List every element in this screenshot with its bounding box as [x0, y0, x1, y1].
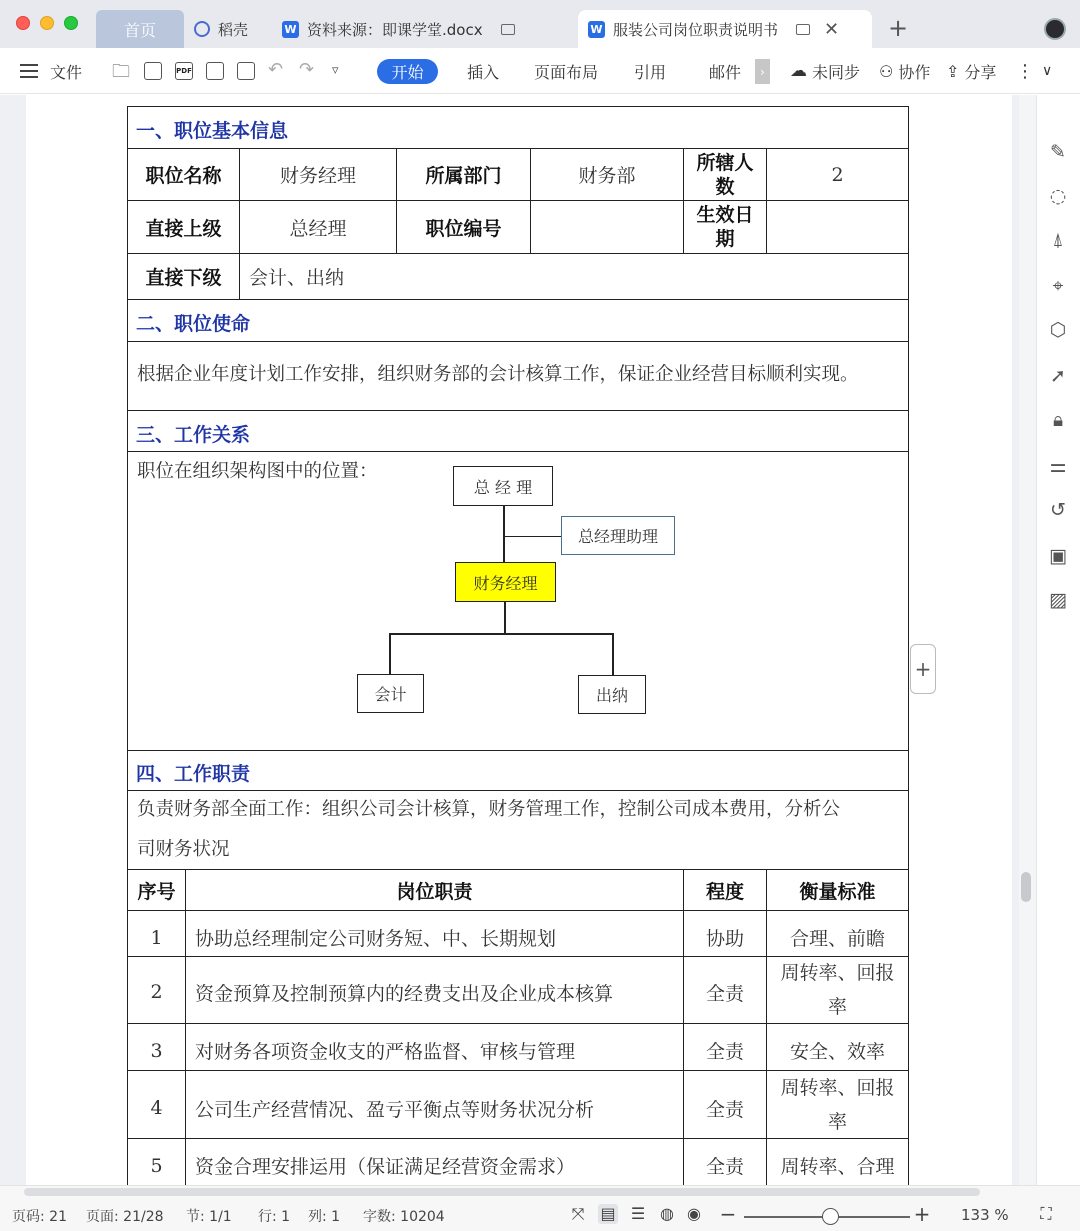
- close-window-button[interactable]: [16, 16, 30, 30]
- file-menu-label: 文件: [50, 62, 83, 82]
- section-title-mission: 二、职位使命: [136, 313, 251, 335]
- status-section[interactable]: 节: 1/1: [186, 1209, 232, 1225]
- share-icon: ⇪: [946, 61, 960, 81]
- collaborate-label: 协作: [898, 62, 931, 82]
- collaborate-button[interactable]: [879, 48, 930, 94]
- new-tab-button[interactable]: +: [888, 14, 909, 42]
- history-icon[interactable]: ↺: [1050, 499, 1066, 521]
- maximize-window-button[interactable]: [64, 16, 78, 30]
- share-button[interactable]: [946, 48, 996, 94]
- web-view-icon[interactable]: ◍: [660, 1204, 674, 1223]
- tab-docer-label: 稻壳: [218, 20, 249, 39]
- org-connector: [504, 601, 506, 633]
- row-standard-line1: 周转率、回报: [780, 962, 895, 984]
- row-no: 2: [150, 981, 163, 1003]
- fit-window-icon[interactable]: ⛶: [1040, 1204, 1052, 1223]
- org-node-finance-manager: 财务经理: [455, 562, 556, 602]
- table-rule: [127, 410, 909, 411]
- row-no: 5: [150, 1154, 163, 1177]
- tab-document-source-label: 资料来源：即课学堂.docx: [307, 20, 483, 39]
- image-icon[interactable]: ▨: [1049, 589, 1067, 611]
- status-line[interactable]: 行: 1: [258, 1209, 291, 1225]
- style-icon[interactable]: ⍋: [1052, 229, 1064, 251]
- brush-icon[interactable]: ⌖: [1052, 275, 1064, 297]
- tab-document-source[interactable]: [282, 10, 562, 48]
- col-header-standard: 衡量标准: [799, 880, 876, 903]
- row-duty[interactable]: 资金预算及控制预算内的经费支出及企业成本核算: [195, 982, 614, 1005]
- row-standard[interactable]: 周转率、合理: [780, 1156, 895, 1178]
- row-no: 3: [150, 1039, 163, 1062]
- row-standard-line2: 率: [827, 1111, 847, 1133]
- right-sidebar: [1036, 95, 1080, 1185]
- duties-summary-line1[interactable]: 负责财务部全面工作：组织公司会计核算，财务管理工作，控制公司成本费用，分析公: [137, 799, 841, 820]
- page-view-icon[interactable]: ▤: [598, 1204, 618, 1224]
- value-department[interactable]: 财务部: [578, 165, 636, 187]
- row-degree[interactable]: 全责: [705, 982, 744, 1005]
- more-tabs-arrow-icon[interactable]: ›: [755, 59, 770, 84]
- print-preview-icon[interactable]: [237, 62, 255, 80]
- status-bar: [0, 1185, 1080, 1231]
- toolbar: [0, 48, 1080, 94]
- monitor-icon[interactable]: [501, 24, 515, 35]
- tab-document-active-label: 服装公司岗位职责说明书: [613, 20, 779, 39]
- zoom-level[interactable]: 133 %: [961, 1206, 1009, 1224]
- mission-text[interactable]: 根据企业年度计划工作安排，组织财务部的会计核算工作，保证企业经营目标顺利实现。: [137, 364, 859, 385]
- sliders-icon[interactable]: ⚌: [1049, 455, 1067, 477]
- row-degree[interactable]: 全责: [705, 1156, 744, 1178]
- table-rule: [185, 869, 186, 1185]
- zoom-in-icon[interactable]: +: [913, 1202, 931, 1226]
- add-floating-button[interactable]: +: [910, 644, 936, 694]
- minimize-window-button[interactable]: [40, 16, 54, 30]
- portrait-icon[interactable]: ▣: [1049, 545, 1067, 567]
- table-rule: [127, 910, 909, 911]
- label-position-name: 职位名称: [145, 165, 222, 187]
- org-node-gm-assistant: 总经理助理: [561, 516, 675, 555]
- tab-mailings[interactable]: 邮件: [709, 62, 742, 82]
- table-rule: [127, 1023, 909, 1024]
- row-standard-line2: 率: [827, 996, 847, 1018]
- section-title-relations: 三、工作关系: [136, 424, 251, 446]
- value-effective-date[interactable]: [767, 201, 908, 253]
- row-standard[interactable]: 安全、效率: [789, 1041, 885, 1063]
- tab-home-label: 首页: [123, 20, 156, 40]
- col-header-no: 序号: [137, 880, 176, 903]
- cursor-icon[interactable]: ➚: [1050, 365, 1066, 387]
- docer-icon: [194, 21, 210, 37]
- fullscreen-icon[interactable]: ⤧: [571, 1204, 585, 1223]
- vertical-scrollbar-thumb[interactable]: [1021, 872, 1031, 902]
- row-degree[interactable]: 协助: [705, 928, 744, 950]
- shapes-icon[interactable]: ◌: [1049, 185, 1067, 207]
- value-headcount[interactable]: 2: [831, 163, 844, 186]
- lock-icon[interactable]: 🔒︎: [1052, 409, 1064, 431]
- value-position-code[interactable]: [531, 201, 683, 253]
- zoom-slider-knob[interactable]: [822, 1208, 839, 1225]
- user-plus-icon: ⚇: [879, 61, 894, 81]
- open-folder-icon[interactable]: 🗀: [112, 61, 130, 82]
- value-direct-superior[interactable]: 总经理: [289, 217, 347, 240]
- collapse-ribbon-icon[interactable]: ∨: [1042, 63, 1053, 79]
- org-connector: [612, 633, 614, 675]
- file-menu-button[interactable]: [20, 48, 82, 94]
- row-standard-line1: 周转率、回报: [780, 1077, 895, 1099]
- section-title-duties: 四、工作职责: [136, 763, 251, 785]
- outline-view-icon[interactable]: ☰: [630, 1204, 646, 1223]
- label-effective-date-line1: 生效日: [696, 204, 754, 226]
- org-node-cashier: 出纳: [578, 675, 646, 714]
- org-connector: [389, 633, 391, 674]
- row-no: 4: [150, 1097, 163, 1119]
- cloud-icon: ☁: [790, 61, 807, 81]
- row-duty[interactable]: 资金合理安排运用（保证满足经营资金需求）: [195, 1156, 576, 1178]
- tab-insert[interactable]: 插入: [467, 62, 500, 82]
- sync-status-label: 未同步: [812, 62, 861, 82]
- word-doc-icon: W: [282, 21, 299, 38]
- row-standard[interactable]: 合理、前瞻: [789, 928, 885, 950]
- print-icon[interactable]: [206, 62, 224, 80]
- row-duty[interactable]: 对财务各项资金收支的严格监督、审核与管理: [195, 1041, 576, 1063]
- table-rule: [127, 341, 909, 342]
- status-column[interactable]: 列: 1: [308, 1209, 341, 1225]
- duties-summary-line2[interactable]: 司财务状况: [137, 839, 230, 860]
- org-chart-caption[interactable]: 职位在组织架构图中的位置：: [137, 461, 378, 482]
- tab-references[interactable]: 引用: [634, 62, 667, 82]
- menu-icon: [20, 64, 38, 78]
- horizontal-scrollbar[interactable]: [0, 1186, 1080, 1198]
- vertical-scrollbar[interactable]: [1019, 95, 1036, 1185]
- table-rule: [127, 299, 909, 300]
- label-headcount: [684, 149, 766, 200]
- org-node-accountant: 会计: [357, 674, 424, 713]
- row-duty[interactable]: 协助总经理制定公司财务短、中、长期规划: [195, 928, 557, 950]
- org-node-general-manager: 总 经 理: [453, 466, 553, 506]
- section-title-basic-info: 一、职位基本信息: [136, 120, 289, 142]
- avatar[interactable]: [1044, 18, 1066, 40]
- value-direct-subordinates[interactable]: 会计、出纳: [249, 267, 345, 289]
- share-label: 分享: [964, 62, 997, 82]
- row-no: 1: [150, 926, 163, 949]
- value-position-name[interactable]: 财务经理: [279, 165, 356, 187]
- eye-protection-icon[interactable]: ◉: [687, 1204, 701, 1223]
- save-icon[interactable]: [144, 62, 162, 80]
- label-effective-date: [684, 201, 766, 253]
- row-degree[interactable]: 全责: [705, 1041, 744, 1063]
- tab-start[interactable]: 开始: [377, 59, 438, 84]
- org-connector: [503, 536, 562, 537]
- tab-document-active[interactable]: [578, 10, 872, 48]
- row-standard[interactable]: [767, 1072, 908, 1138]
- status-page-number[interactable]: 页码: 21: [12, 1209, 67, 1225]
- monitor-icon[interactable]: [796, 24, 810, 35]
- col-header-duty: 岗位职责: [396, 880, 473, 903]
- label-direct-subordinates: 直接下级: [145, 267, 222, 289]
- redo-icon[interactable]: ↷: [299, 59, 315, 80]
- more-options-icon[interactable]: ⋮: [1016, 60, 1034, 82]
- label-headcount-line1: 所辖人: [696, 151, 754, 174]
- org-connector: [503, 505, 505, 563]
- row-duty[interactable]: 公司生产经营情况、盈亏平衡点等财务状况分析: [195, 1098, 595, 1121]
- status-pages[interactable]: 页面: 21/28: [86, 1209, 164, 1225]
- title-bar: [0, 0, 1080, 48]
- undo-icon[interactable]: ↶: [268, 59, 284, 80]
- pen-icon[interactable]: ✎: [1050, 141, 1066, 163]
- pdf-icon[interactable]: PDF: [175, 62, 193, 80]
- customize-dropdown-icon[interactable]: ▿: [332, 63, 339, 78]
- horizontal-scrollbar-thumb[interactable]: [24, 1188, 980, 1196]
- tab-home[interactable]: [96, 10, 184, 48]
- close-tab-icon[interactable]: ✕: [824, 18, 840, 40]
- label-effective-date-line2: 期: [715, 228, 735, 250]
- sync-status-button[interactable]: [790, 48, 860, 94]
- row-standard[interactable]: [767, 957, 908, 1023]
- label-direct-superior: 直接上级: [145, 217, 222, 240]
- tab-docer[interactable]: [194, 10, 268, 48]
- hexagon-icon[interactable]: ⬡: [1049, 319, 1067, 341]
- label-position-code: 职位编号: [425, 217, 502, 240]
- word-doc-icon: W: [588, 21, 605, 38]
- table-rule: [127, 750, 909, 751]
- label-department: 所属部门: [425, 165, 502, 187]
- col-header-degree: 程度: [705, 880, 744, 903]
- zoom-out-icon[interactable]: −: [719, 1202, 737, 1226]
- row-degree[interactable]: 全责: [705, 1098, 744, 1121]
- status-word-count[interactable]: 字数: 10204: [363, 1209, 445, 1225]
- label-headcount-line2: 数: [715, 175, 735, 198]
- tab-page-layout[interactable]: 页面布局: [534, 62, 599, 82]
- org-connector: [389, 633, 614, 635]
